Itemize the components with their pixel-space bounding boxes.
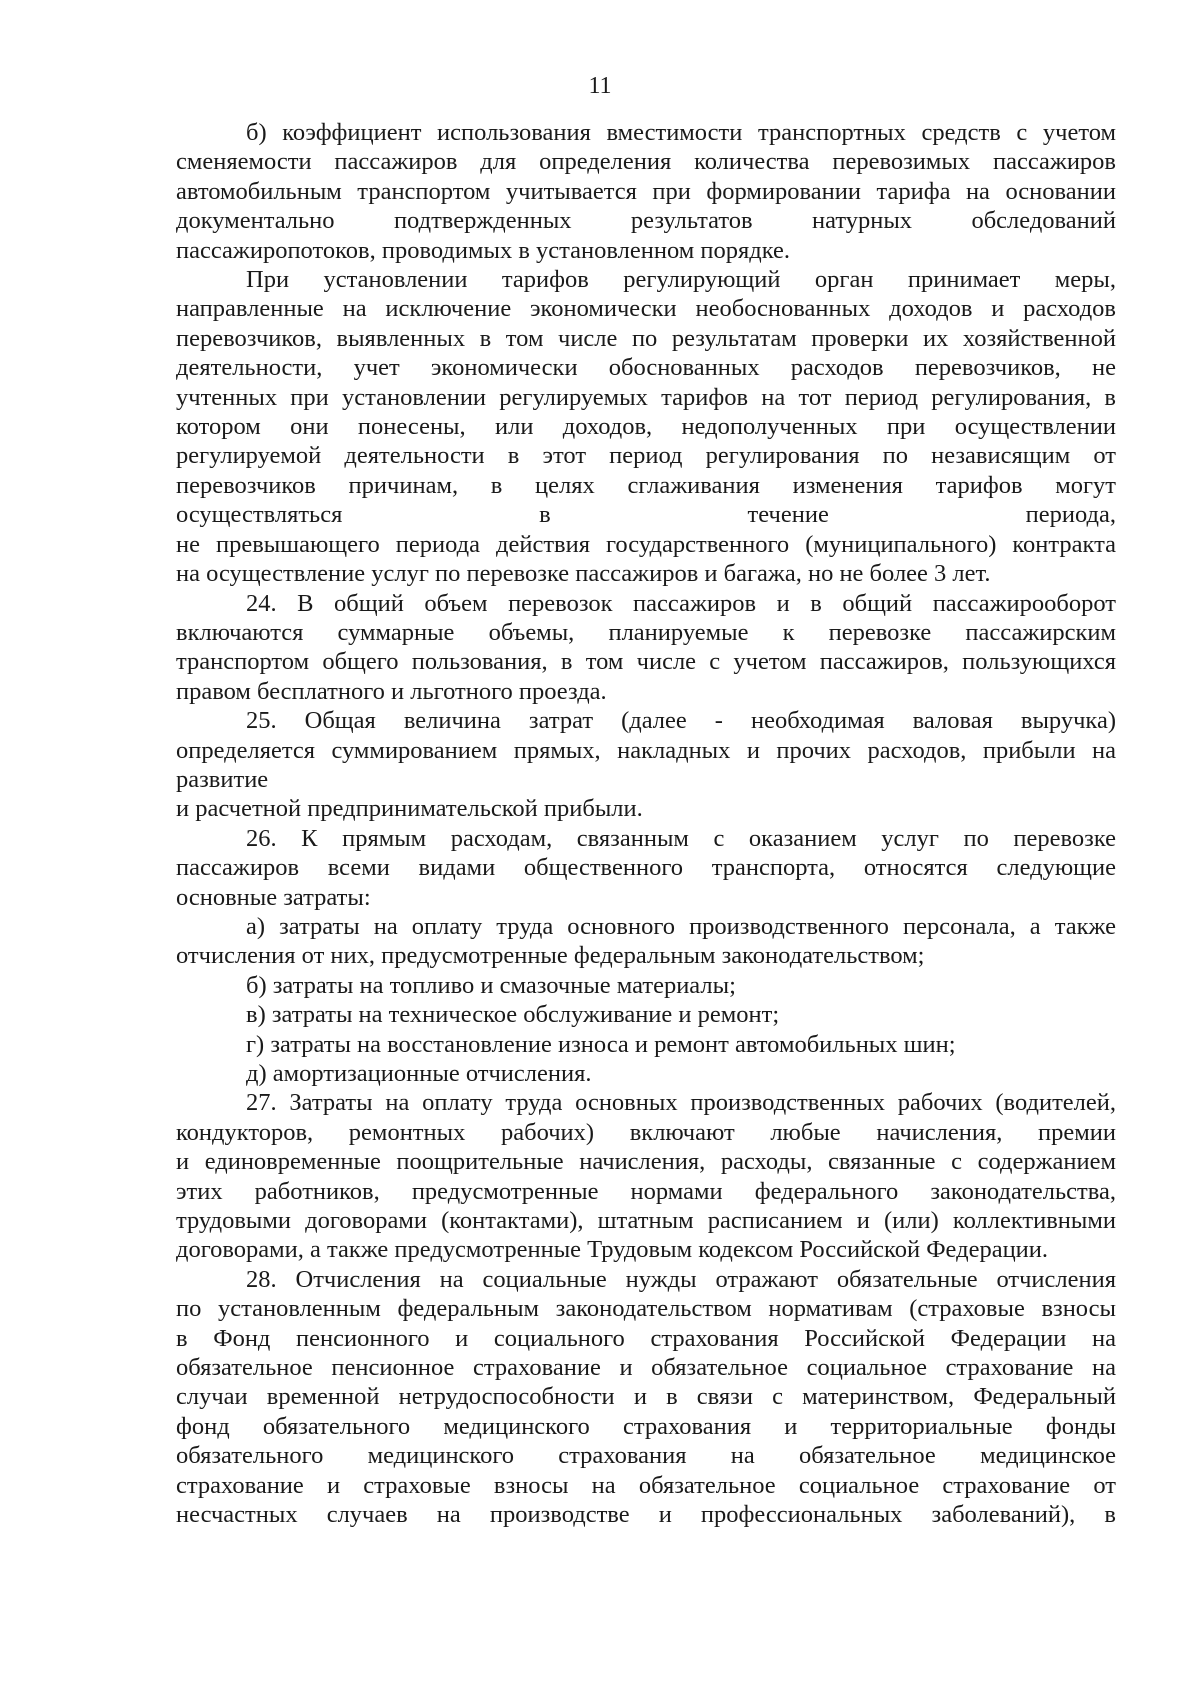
text-line: на осуществление услуг по перевозке пассажиров и багажа, но не более 3 лет. <box>176 560 991 588</box>
text-line: в Фонд пенсионного и социального страхования Российской Федерации на <box>176 1324 1116 1352</box>
text-line: пассажиропотоков, проводимых в установленном порядке. <box>176 236 790 264</box>
text-line: д) амортизационные отчисления. <box>246 1060 592 1087</box>
document-body <box>176 118 1116 1530</box>
text-line: перевозчиков причинам, в целях сглаживания изменения тарифов могут <box>176 471 1116 499</box>
text-line: б) коэффициент использования вместимости транспортных средств с учетом <box>246 119 1116 146</box>
text-line: случаи временной нетрудоспособности и в связи с материнством, Федеральный <box>176 1383 1116 1411</box>
list-item-g-tires <box>176 1030 1116 1059</box>
text-line: договорами, а также предусмотренные Трудовым кодексом Российской Федерации. <box>176 1236 1049 1264</box>
text-line: правом бесплатного и льготного проезда. <box>176 677 607 705</box>
text-line: осуществляться в течение периода, <box>176 501 1116 529</box>
text-line: трудовыми договорами (контактами), штатным расписанием и (или) коллективными <box>176 1207 1116 1235</box>
text-line: б) затраты на топливо и смазочные материалы; <box>246 971 736 999</box>
paragraph-26-direct-costs <box>176 824 1116 912</box>
text-line: 25. Общая величина затрат (далее - необходимая валовая выручка) <box>246 707 1116 735</box>
text-line: учтенных при установлении регулируемых тарифов на тот период регулирования, в <box>176 383 1116 411</box>
text-line: и расчетной предпринимательской прибыли. <box>176 795 643 823</box>
text-line: 24. В общий объем перевозок пассажиров и в общий пассажирооборот <box>246 589 1116 617</box>
text-line: документально подтвержденных результатов натурных обследований <box>176 207 1116 235</box>
list-item-d-depreciation <box>176 1059 1116 1088</box>
text-line: пассажиров всеми видами общественного транспорта, относятся следующие <box>176 854 1116 882</box>
text-line: обязательное пенсионное страхование и обязательное социальное страхование на <box>176 1354 1116 1382</box>
text-line: не превышающего периода действия государственного (муниципального) контракта <box>176 530 1116 558</box>
text-line: г) затраты на восстановление износа и ремонт автомобильных шин; <box>246 1030 956 1058</box>
text-line: включаются суммарные объемы, планируемые к перевозке пассажирским <box>176 618 1116 646</box>
paragraph-25-total-costs <box>176 706 1116 824</box>
text-line: кондукторов, ремонтных рабочих) включают любые начисления, премии <box>176 1118 1116 1146</box>
text-line: развитие <box>176 765 269 793</box>
paragraph-tariff-measures <box>176 265 1116 588</box>
text-line: котором они понесены, или доходов, недополученных при осуществлении <box>176 413 1116 441</box>
paragraph-28-social <box>176 1265 1116 1530</box>
text-line: страхование и страховые взносы на обязательное социальное страхование от <box>176 1471 1116 1499</box>
text-line: 28. Отчисления на социальные нужды отражают обязательные отчисления <box>246 1265 1116 1293</box>
text-line: этих работников, предусмотренные нормами федерального законодательства, <box>176 1177 1116 1205</box>
list-item-a-labor-costs <box>176 912 1116 971</box>
text-line: деятельности, учет экономически обоснованных расходов перевозчиков, не <box>176 354 1116 382</box>
text-line: определяется суммированием прямых, накладных и прочих расходов, прибыли на <box>176 736 1116 764</box>
text-line: При установлении тарифов регулирующий орган принимает меры, <box>246 266 1116 294</box>
list-item-b-fuel <box>176 971 1116 1000</box>
text-line: а) затраты на оплату труда основного производственного персонала, а также <box>246 912 1116 940</box>
text-line: отчисления от них, предусмотренные федеральным законодательством; <box>176 942 925 970</box>
text-line: 26. К прямым расходам, связанным с оказанием услуг по перевозке <box>246 824 1116 852</box>
page-number: 11 <box>588 73 612 99</box>
text-line: несчастных случаев на производстве и профессиональных заболеваний), в <box>176 1501 1116 1529</box>
text-line: основные затраты: <box>176 883 371 911</box>
text-line: регулируемой деятельности в этот период регулирования по независящим от <box>176 442 1116 470</box>
paragraph-23b-coefficient <box>176 118 1116 265</box>
text-line: и единовременные поощрительные начисления, расходы, связанные с содержанием <box>176 1148 1116 1176</box>
text-line: транспортом общего пользования, в том числе с учетом пассажиров, пользующихся <box>176 648 1116 676</box>
text-line: фонд обязательного медицинского страхования и территориальные фонды <box>176 1412 1116 1440</box>
text-line: сменяемости пассажиров для определения количества перевозимых пассажиров <box>176 148 1116 176</box>
paragraph-24-volume <box>176 589 1116 707</box>
text-line: 27. Затраты на оплату труда основных производственных рабочих (водителей, <box>246 1089 1116 1117</box>
text-line: направленные на исключение экономически необоснованных доходов и расходов <box>176 295 1116 323</box>
text-line: перевозчиков, выявленных в том числе по результатам проверки их хозяйственной <box>176 324 1116 352</box>
text-line: в) затраты на техническое обслуживание и ремонт; <box>246 1001 780 1029</box>
text-line: обязательного медицинского страхования на обязательное медицинское <box>176 1442 1116 1470</box>
paragraph-27-labor <box>176 1088 1116 1264</box>
text-line: автомобильным транспортом учитывается при формировании тарифа на основании <box>176 177 1116 205</box>
list-item-v-maintenance <box>176 1000 1116 1029</box>
text-line: по установленным федеральным законодательством нормативам (страховые взносы <box>176 1295 1116 1323</box>
